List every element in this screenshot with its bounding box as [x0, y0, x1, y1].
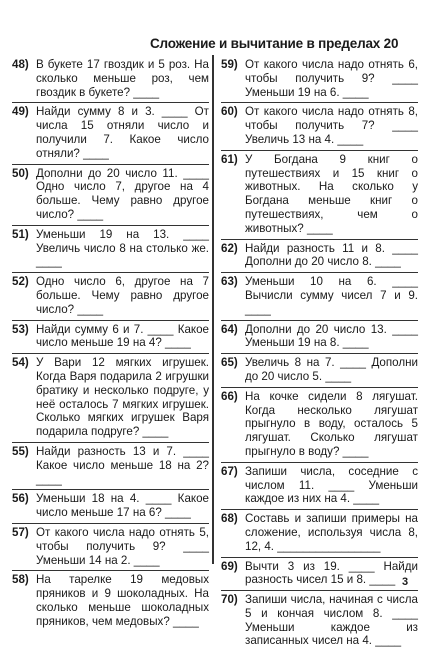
task-text: Найди разность 13 и 7. ____ Какое число меньше 18 на 2? ____ — [36, 444, 209, 486]
task-49 — [12, 103, 209, 164]
task-text: Уменьши 18 на 4. ____ Какое число меньше 17 на 6? ____ — [36, 492, 209, 520]
task-number: 49) — [12, 105, 29, 119]
task-text: Найди сумму 6 и 7. ____ Какое число меньше 19 на 4? ____ — [36, 322, 209, 350]
task-text: От какого числа надо отнять 6, чтобы получить 9? ____ Уменьши 19 на 6. ____ — [245, 58, 418, 99]
task-number: 57) — [12, 525, 29, 539]
task-number: 63) — [221, 275, 238, 289]
task-text: У Богдана 9 книг о путешествиях и 15 книг о животных. На сколько у Богдана меньше книг о путешествиях, чем о животных? ____ — [245, 152, 418, 235]
task-number: 52) — [12, 275, 29, 289]
task-60 — [221, 103, 418, 150]
task-number: 62) — [221, 241, 238, 255]
task-number: 64) — [221, 322, 238, 336]
task-58 — [12, 571, 209, 631]
task-text: На кочке сидели 8 лягушат. Когда несколько лягушат прыгнуло в воду, осталось 5 лягушат. Сколько лягушат прыгнуло в воду? ____ — [245, 389, 418, 458]
task-text: Дополни до 20 число 13. ____ Уменьши 19 на 8. ____ — [245, 322, 418, 350]
task-text: У Вари 12 мягких игрушек. Когда Варя подарила 2 игрушки братику и несколько подруге, у неё осталось 7 мягких игрушек. Сколько мягких игрушек Варя подарила подруге? ____ — [36, 356, 209, 439]
task-52 — [12, 273, 209, 320]
task-63 — [221, 273, 418, 320]
task-55 — [12, 443, 209, 490]
task-54 — [12, 354, 209, 443]
task-text: Увеличь 8 на 7. ____ Дополни до 20 число 5. ____ — [245, 356, 418, 383]
task-number: 53) — [12, 322, 29, 336]
task-text: Найди разность 11 и 8. ____ Дополни до 20 число 8. ____ — [245, 241, 418, 269]
page-title: Сложение и вычитание в пределах 20 — [150, 36, 399, 51]
task-text: Уменьши 10 на 6. ____ Вычисли сумму чисел 7 и 9. ____ — [245, 275, 418, 316]
task-66 — [221, 388, 418, 463]
task-68 — [221, 510, 418, 557]
task-56 — [12, 490, 209, 524]
task-69 — [221, 558, 418, 592]
task-text: Вычти 3 из 19. ____ Найди разность чисел 15 и 8. ____ — [245, 559, 418, 587]
task-text: От какого числа надо отнять 8, чтобы получить 7? ____ Увеличь 13 на 4. ____ — [245, 105, 418, 146]
task-number: 54) — [12, 356, 29, 370]
task-number: 55) — [12, 444, 29, 458]
task-number: 69) — [221, 559, 238, 573]
task-61 — [221, 151, 418, 240]
task-text: Дополни до 20 число 11. ____ Одно число 7, другое на 4 больше. Чему равно другое число? ____ — [36, 166, 209, 221]
task-50 — [12, 165, 209, 226]
task-number: 48) — [12, 58, 29, 71]
task-number: 60) — [221, 105, 238, 119]
right-column — [221, 56, 418, 651]
column-divider — [212, 55, 214, 564]
task-text: Найди сумму 8 и 3. ____ От числа 15 отняли число и получили 7. Какое число отняли? ____ — [36, 105, 209, 160]
task-text: Запиши числа, начиная с числа 5 и кончая числом 8. ____ Уменьши каждое из записанных чисел на 4. ____ — [245, 593, 418, 648]
task-text: В букете 17 гвоздик и 5 роз. На сколько меньше роз, чем гвоздик в букете? ____ — [36, 58, 209, 99]
task-number: 66) — [221, 389, 238, 403]
task-67 — [221, 463, 418, 510]
left-column — [12, 56, 209, 631]
task-48 — [12, 56, 209, 103]
task-text: Составь и запиши примеры на сложение, используя числа 8, 12, 4. ________________ — [245, 512, 418, 553]
task-53 — [12, 321, 209, 355]
task-51 — [12, 226, 209, 273]
task-57 — [12, 524, 209, 571]
task-number: 67) — [221, 464, 238, 478]
task-number: 70) — [221, 593, 238, 607]
task-number: 51) — [12, 227, 29, 241]
task-62 — [221, 240, 418, 274]
task-number: 58) — [12, 573, 29, 587]
page-number: 3 — [402, 576, 409, 588]
task-number: 50) — [12, 166, 29, 180]
task-59 — [221, 56, 418, 103]
task-65 — [221, 354, 418, 388]
task-text: На тарелке 19 медовых пряников и 9 шоколадных. На сколько меньше шоколадных пряников, чем медовых? ____ — [36, 573, 209, 628]
task-text: Одно число 6, другое на 7 больше. Чему равно другое число? ____ — [36, 275, 209, 316]
task-number: 59) — [221, 58, 238, 71]
task-text: Уменьши 19 на 13. ____ Увеличь число 8 на столько же. ____ — [36, 227, 209, 269]
task-number: 61) — [221, 152, 238, 166]
task-number: 65) — [221, 356, 238, 370]
task-text: От какого числа надо отнять 5, чтобы получить 9? ____ Уменьши 14 на 2. ____ — [36, 525, 209, 567]
task-64 — [221, 321, 418, 355]
task-number: 56) — [12, 492, 29, 506]
task-text: Запиши числа, соседние с числом 11. ____ Уменьши каждое из них на 4. ____ — [245, 464, 418, 506]
task-number: 68) — [221, 512, 238, 526]
task-70 — [221, 591, 418, 651]
